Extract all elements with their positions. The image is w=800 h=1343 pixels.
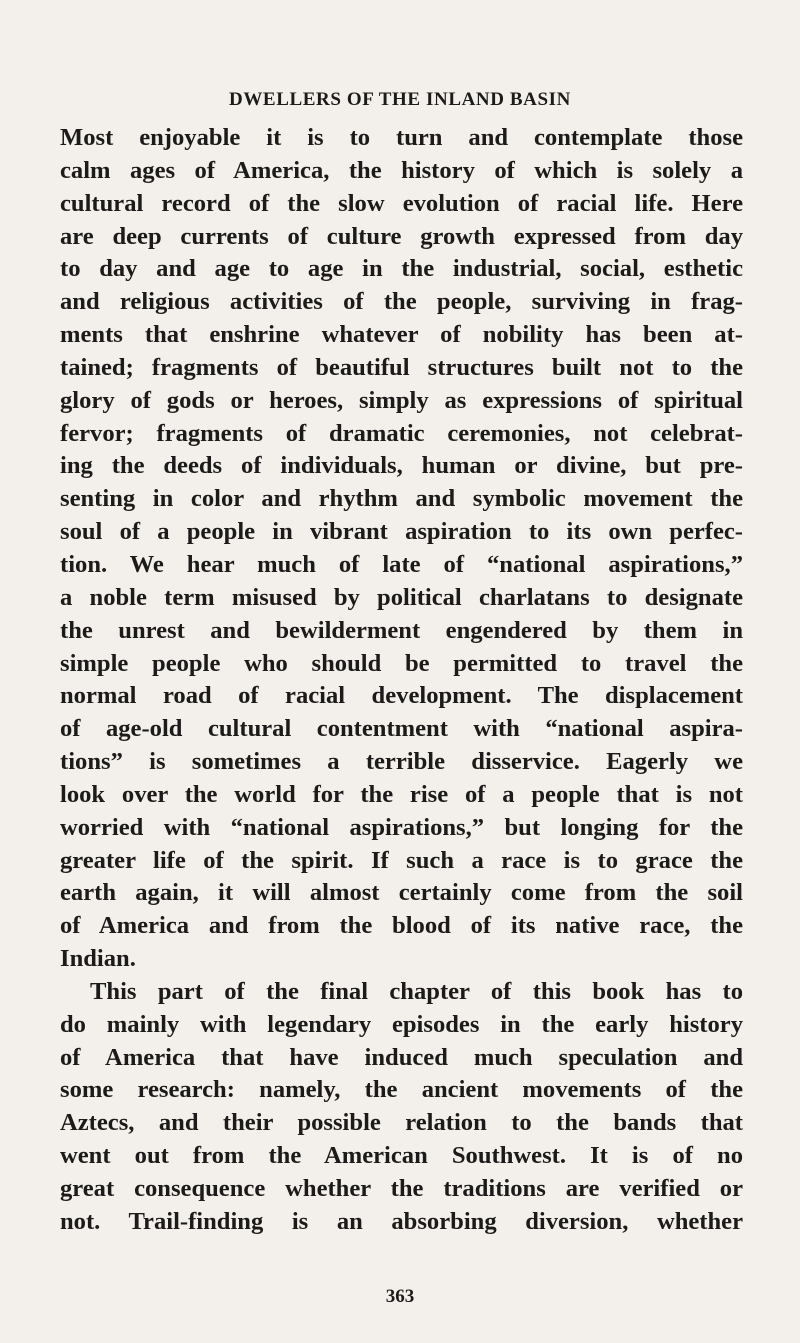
- running-head: DWELLERS OF THE INLAND BASIN: [229, 89, 571, 110]
- text-line: greater life of the spirit. If such a race is to grace the: [60, 846, 743, 874]
- text-line: of America and from the blood of its native race, the: [60, 912, 743, 940]
- text-line: Most enjoyable it is to turn and contemplate those: [60, 124, 743, 151]
- text-line: do mainly with legendary episodes in the early history: [60, 1010, 743, 1038]
- text-line: went out from the American Southwest. It is of no: [60, 1142, 743, 1170]
- text-line: of age-old cultural contentment with “national aspira-: [60, 715, 743, 743]
- text-line: great consequence whether the traditions are verified or: [60, 1175, 743, 1202]
- text-line: of America that have induced much speculation and: [60, 1043, 743, 1071]
- text-line: normal road of racial development. The displacement: [60, 682, 743, 710]
- text-line: the unrest and bewilderment engendered by them in: [60, 616, 743, 644]
- text-line: tions” is sometimes a terrible disservice. Eagerly we: [60, 748, 743, 776]
- text-line: Indian.: [60, 945, 136, 973]
- text-line: simple people who should be permitted to travel the: [60, 649, 743, 677]
- text-line: cultural record of the slow evolution of racial life. Here: [60, 189, 743, 217]
- text-line: and religious activities of the people, surviving in frag-: [60, 288, 743, 316]
- page-number: 363: [385, 1286, 415, 1307]
- body-text: [60, 122, 743, 1239]
- text-line: calm ages of America, the history of which is solely a: [60, 156, 743, 184]
- text-line: not. Trail-finding is an absorbing diversion, whether: [60, 1207, 743, 1235]
- text-line: This part of the final chapter of this book has to: [90, 977, 743, 1005]
- text-line: senting in color and rhythm and symbolic movement the: [60, 485, 743, 513]
- text-line: fervor; fragments of dramatic ceremonies, not celebrat-: [60, 419, 743, 447]
- text-line: look over the world for the rise of a people that is not: [60, 780, 743, 808]
- text-line: worried with “national aspirations,” but longing for the: [60, 813, 743, 841]
- text-line: glory of gods or heroes, simply as expressions of spiritual: [60, 386, 743, 414]
- text-line: earth again, it will almost certainly come from the soil: [60, 879, 743, 907]
- text-line: tion. We hear much of late of “national aspirations,”: [60, 550, 743, 578]
- text-line: Aztecs, and their possible relation to the bands that: [60, 1109, 743, 1137]
- text-line: tained; fragments of beautiful structures built not to the: [60, 353, 743, 381]
- text-line: ments that enshrine whatever of nobility has been at-: [60, 321, 743, 349]
- text-line: are deep currents of culture growth expressed from day: [60, 222, 743, 250]
- text-line: ing the deeds of individuals, human or divine, but pre-: [60, 452, 743, 480]
- text-line: to day and age to age in the industrial, social, esthetic: [60, 255, 743, 283]
- text-line: some research: namely, the ancient movements of the: [60, 1076, 743, 1104]
- text-line: soul of a people in vibrant aspiration to its own perfec-: [60, 518, 743, 546]
- text-line: a noble term misused by political charlatans to designate: [60, 583, 743, 611]
